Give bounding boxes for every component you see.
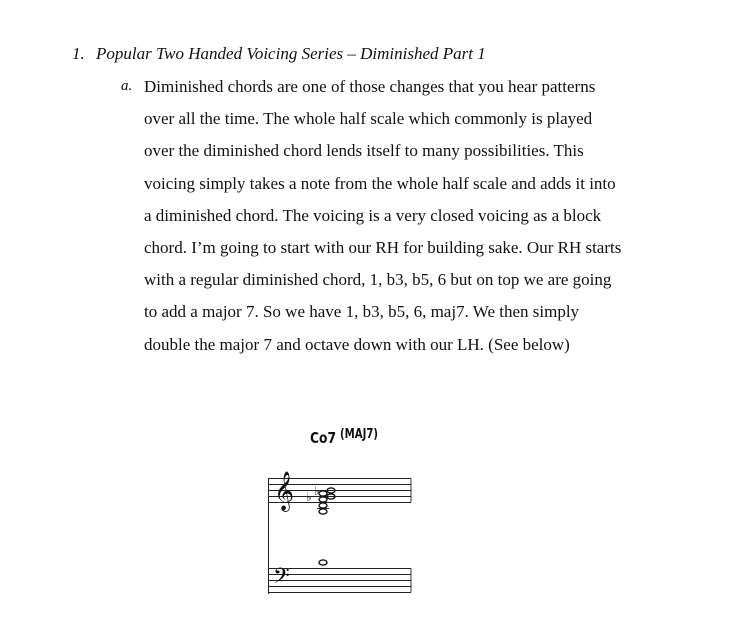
flat-icon: ♭: [306, 490, 312, 504]
grand-staff: [265, 420, 415, 600]
paragraph: [144, 74, 704, 364]
paragraph-line: over all the time. The whole half scale which commonly is played: [144, 109, 593, 129]
treble-clef-icon: 𝄞: [274, 471, 295, 511]
chord-symbol: Co7: [310, 429, 337, 447]
note-head: [319, 509, 327, 514]
paragraph-line: a diminished chord. The voicing is a very closed voicing as a block: [144, 205, 602, 225]
paragraph-line: over the diminished chord lends itself to many possibilities. This: [144, 141, 584, 161]
paragraph-line: voicing simply takes a note from the whole half scale and adds it into: [144, 173, 616, 193]
treble-chord: [317, 488, 335, 514]
section-title: Popular Two Handed Voicing Series – Diminished Part 1: [96, 44, 486, 63]
paragraph-line: with a regular diminished chord, 1, b3, b5, 6 but on top we are going: [144, 270, 612, 290]
bass-clef-icon: 𝄢: [273, 564, 290, 594]
paragraph-line: to add a major 7. So we have 1, b3, b5, 6, maj7. We then simply: [144, 302, 580, 322]
paragraph-line: chord. I’m going to start with our RH for building sake. Our RH starts: [144, 237, 622, 257]
flat-icon: ♭: [314, 484, 320, 498]
section-heading: [72, 44, 486, 64]
paragraph-line: double the major 7 and octave down with our LH. (See below): [144, 334, 570, 354]
note-head: [319, 497, 327, 502]
section-number: 1.: [72, 44, 85, 63]
music-notation-figure: [265, 420, 415, 600]
note-head: [319, 503, 327, 508]
note-head: [319, 491, 327, 496]
bass-note: [319, 560, 327, 565]
list-item-marker: a.: [121, 78, 133, 94]
paragraph-line: Diminished chords are one of those changes that you hear patterns: [144, 77, 596, 96]
note-head: [319, 560, 327, 565]
chord-extension: (MAJ7): [340, 427, 379, 442]
